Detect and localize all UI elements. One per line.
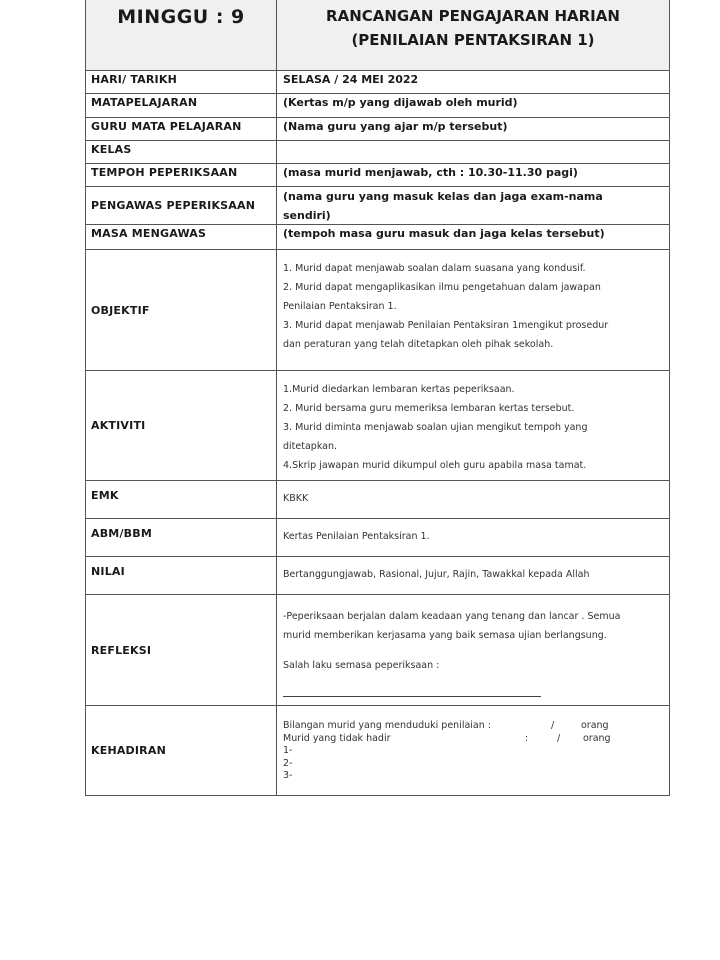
- unit-label: orang: [581, 720, 609, 731]
- row-aktiviti: [86, 370, 669, 480]
- aktiviti-line: 3. Murid diminta menjawab soalan ujian mengikut tempoh yang: [283, 422, 588, 433]
- matapelajaran-label: MATAPELAJARAN: [86, 94, 277, 117]
- objektif-value: [277, 250, 669, 370]
- kelas-value: [277, 141, 669, 163]
- abm-value: Kertas Penilaian Pentaksiran 1.: [283, 531, 430, 542]
- guru-label: GURU MATA PELAJARAN: [86, 118, 277, 140]
- objektif-line: 1. Murid dapat menjawab soalan dalam suasana yang kondusif.: [283, 263, 586, 274]
- aktiviti-line: 2. Murid bersama guru memeriksa lembaran kertas tersebut.: [283, 403, 575, 414]
- row-emk: [86, 480, 669, 518]
- pengawas-value: [277, 187, 669, 224]
- hari-tarikh-value: SELASA / 24 MEI 2022: [283, 73, 419, 86]
- unit-label: orang: [583, 732, 611, 744]
- row-matapelajaran: [86, 93, 669, 117]
- title-line-1: RANCANGAN PENGAJARAN HARIAN: [326, 7, 620, 25]
- header-row: [86, 0, 669, 70]
- row-tempoh: [86, 163, 669, 186]
- row-nilai: [86, 556, 669, 594]
- abm-label: ABM/BBM: [86, 519, 277, 556]
- row-objektif: [86, 249, 669, 370]
- absent-item: 3-: [283, 770, 293, 781]
- objektif-line: dan peraturan yang telah ditetapkan oleh pihak sekolah.: [283, 339, 554, 350]
- title-line-2: (PENILAIAN PENTAKSIRAN 1): [351, 31, 595, 49]
- row-hari-tarikh: [86, 70, 669, 93]
- objektif-line: 2. Murid dapat mengaplikasikan ilmu pengetahuan dalam jawapan: [283, 282, 601, 293]
- refleksi-label: REFLEKSI: [86, 595, 277, 705]
- pengawas-value-line-1: (nama guru yang masuk kelas dan jaga exam-nama: [283, 190, 603, 203]
- emk-label: EMK: [86, 481, 277, 518]
- pengawas-label: PENGAWAS PEPERIKSAAN: [86, 187, 277, 224]
- masa-value: (tempoh masa guru masuk dan jaga kelas tersebut): [283, 227, 605, 240]
- slash: /: [557, 732, 561, 744]
- tempoh-value: (masa murid menjawab, cth : 10.30-11.30 pagi): [283, 166, 578, 179]
- row-refleksi: [86, 594, 669, 705]
- pengawas-value-line-2: sendiri): [283, 209, 331, 222]
- row-kehadiran: [86, 705, 669, 795]
- salah-laku-label: Salah laku semasa peperiksaan :: [283, 660, 440, 671]
- document-title: [277, 0, 669, 70]
- kehadiran-value: [277, 706, 669, 795]
- aktiviti-line: ditetapkan.: [283, 441, 338, 452]
- aktiviti-line: 1.Murid diedarkan lembaran kertas peperiksaan.: [283, 384, 515, 395]
- attendance-present-line: [283, 720, 663, 733]
- aktiviti-value: [277, 371, 669, 480]
- tempoh-label: TEMPOH PEPERIKSAAN: [86, 164, 277, 186]
- hari-tarikh-label: HARI/ TARIKH: [86, 71, 277, 93]
- refleksi-line-2: murid memberikan kerjasama yang baik semasa ujian berlangsung.: [283, 630, 607, 641]
- row-guru: [86, 117, 669, 140]
- absent-item: 1-: [283, 745, 293, 756]
- row-masa: [86, 224, 669, 249]
- guru-value: (Nama guru yang ajar m/p tersebut): [283, 120, 508, 133]
- slash: /: [551, 720, 555, 731]
- kehadiran-label: KEHADIRAN: [86, 706, 277, 795]
- week-label: MINGGU : 9: [86, 0, 277, 70]
- attendance-absent-line: [283, 733, 663, 746]
- absent-label: Murid yang tidak hadir: [283, 732, 391, 744]
- nilai-label: NILAI: [86, 557, 277, 594]
- masa-label: MASA MENGAWAS: [86, 225, 277, 249]
- aktiviti-label: AKTIVITI: [86, 371, 277, 480]
- row-pengawas: [86, 186, 669, 224]
- row-kelas: [86, 140, 669, 163]
- lesson-plan-table: [85, 0, 670, 796]
- objektif-line: 3. Murid dapat menjawab Penilaian Pentaksiran 1mengikut prosedur: [283, 320, 609, 331]
- refleksi-line-1: -Peperiksaan berjalan dalam keadaan yang tenang dan lancar . Semua: [283, 611, 621, 622]
- refleksi-value: [277, 595, 669, 705]
- absent-item: 2-: [283, 757, 293, 769]
- emk-value: KBKK: [283, 493, 309, 504]
- matapelajaran-value: (Kertas m/p yang dijawab oleh murid): [283, 96, 518, 109]
- signature-line: [283, 695, 541, 697]
- aktiviti-line: 4.Skrip jawapan murid dikumpul oleh guru apabila masa tamat.: [283, 460, 587, 471]
- nilai-value: Bertanggungjawab, Rasional, Jujur, Rajin, Tawakkal kepada Allah: [283, 569, 590, 580]
- objektif-line: Penilaian Pentaksiran 1.: [283, 301, 397, 312]
- colon: :: [525, 732, 529, 744]
- kelas-label: KELAS: [86, 141, 277, 163]
- objektif-label: OBJEKTIF: [86, 250, 277, 370]
- row-abm: [86, 518, 669, 556]
- present-count-label: Bilangan murid yang menduduki penilaian :: [283, 720, 491, 731]
